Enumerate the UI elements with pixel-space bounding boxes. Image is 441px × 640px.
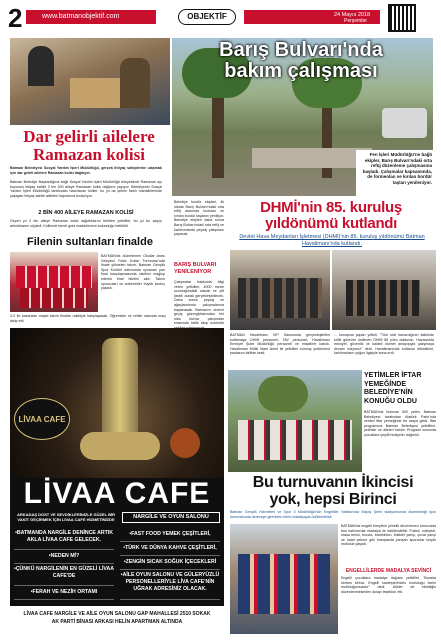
main-headline-line2: bakım çalışması bbox=[224, 60, 378, 82]
yetimler-body: BATMAN'da bulunan 500 yetim, Batman Belediyesi tarafından Atatürk Parkı'nda verilen iftar yemeğinde bir araya geldi. İftar programına Batman Belediyesi yetkilileri, yetimler ve aileleri katıldı. Program sonunda çocuklara çeşitli hediyeler dağıtıldı. bbox=[364, 410, 436, 437]
ad-left-list bbox=[14, 528, 114, 600]
logo-text: OBJEKTİF bbox=[187, 12, 227, 21]
turnuva-line1: Bu turnuvanın İkincisi bbox=[252, 474, 414, 491]
ad-badge: NARGİLE VE OYUN SALONU bbox=[122, 512, 220, 523]
ad-address-bar bbox=[10, 606, 224, 634]
turnuva-photo bbox=[230, 524, 338, 634]
yetimler-line1: YETİMLER İFTAR bbox=[364, 372, 422, 379]
baris-body-b: Çalışmalar hakkında bilgi veren yetkililer, 4000 metre uzunluğundaki olacak ve çift taraflı olarak gerçekleştirilecek. Daha sonra peyzaj ve ağaçlandırma çalışmalarına başlanacak. Batman'ın önemli geçiş güzergâhlarından biri olan bulvar çalışmalar sırasında trafik akışı kontrollü bbox=[174, 280, 224, 326]
website-link[interactable]: www.batmanobjektif.com bbox=[42, 13, 120, 20]
turnuva-body2: Engelli çocuklara madalya dağıtan yetkililer, "Burada herkes birinci. Engelli kardeşlerimizin mutluluğu bizim mutluluğumuzdur" dedi. Aileler de etkinliğin düzenlenmesinden dolayı teşekkür etti. bbox=[341, 576, 436, 594]
dhmi-body-a: BATMAN Havalimanı VIP Salonunda gerçekleştirilen kutlamaya DHMİ personeli, TAV personeli, Havalimanı Emniyet Şube Müdürlüğü personeli ve misafirler katıldı. Havalimanı Mülki İdare Amiri ile yetkililer kuruluş yıldönümü pastasını birlikte kesti. bbox=[230, 333, 330, 356]
yetimler-line2: YEMEĞİNDE bbox=[364, 380, 407, 388]
dar-gelirli-line2: Ramazan kolisi bbox=[33, 145, 145, 164]
filenin-team-photo bbox=[10, 252, 98, 312]
ad-address-2: AK PARTİ BİNASI ARKASI HELİN APARTMAN ALTINDA bbox=[51, 619, 183, 625]
ad-right-item: •FAST FOOD YEMEK ÇEŞİTLERİ, bbox=[120, 528, 220, 542]
yetimler-headline bbox=[364, 372, 438, 406]
ad-right-item: •AİLE OYUN SALONU VE GÜLERYÜZLÜ PERSONELLERİYLE LİVA CAFE'NİN UĞRAK ADRESİNİZ OLACAK. bbox=[120, 570, 220, 600]
ad-left-item: •ÇÜNKÜ NARGİLENİN EN GÜZELİ LİVAA CAFE'DE bbox=[14, 564, 114, 586]
issue-day: Perşembe bbox=[344, 18, 367, 24]
turnuva-subhead: ENGELLİLERDE MADALYA SEVİNCİ bbox=[345, 568, 432, 574]
ad-left-item: •NEDEN Mİ? bbox=[14, 550, 114, 564]
yetimler-line4: KONUĞU OLDU bbox=[364, 397, 417, 405]
dhmi-photo-1 bbox=[230, 250, 330, 330]
ad-address-1: LİVAA CAFE NARGİLE VE AİLE OYUN SALONU GAP MAHALLESİ 2510 SOKAK bbox=[23, 611, 211, 617]
ad-tagline: ARKADAŞ DOST VE SEVDİKLERİNİZLE GÜZEL BİR VAKİT GEÇİRMEK İÇİN LİVAA CAFE HİZMETİNİZDE bbox=[17, 512, 115, 522]
dar-gelirli-headline bbox=[8, 128, 170, 164]
ad-right-item: •TÜRK VE DÜNYA KAHVE ÇEŞİTLERİ, bbox=[120, 542, 220, 556]
ad-logo-text: LİVAA CAFE bbox=[18, 415, 66, 424]
turnuva-headline bbox=[228, 474, 438, 508]
newspaper-logo bbox=[178, 9, 236, 25]
issue-date: 24 Mayıs 2018 bbox=[334, 12, 371, 18]
dar-gelirli-lead: Batman Belediyesi Sosyal Yardım İşleri Müdürlüğü, gerçek ihtiyaç sahiplerine ulaşmak için dar gelirli ailelere Ramazan kolisi dağıtıyor. bbox=[10, 166, 162, 175]
main-photo-caption: Fen İşleri Müdürlüğü'ne bağlı ekipler, Barış Bulvarı'ndaki orta refüj düzenleme çalışmasına başladı. Çalışmalar kapsamında, de formeolan ve kırılan bordür taşları yenileniyor. bbox=[356, 150, 434, 196]
turnuva-body: BATMAN'da engelli bireylere yönelik düzenlenen turnuvada tüm katılımcılar madalya ile ödüllendirildi. Futbol, voleybol, masa tenisi, boccia, badminton, bisiklet yarışı, çuval yarışı ve halat çekme gibi branşlarda yarışan sporcular büyük mutluluk yaşadı. bbox=[341, 524, 436, 547]
dhmi-body-b: ... konuşma yapan yetkili, "Türk sivil havacılığının kalbinde kritik görevler üstlenen DHMİ 85 yılını doldurdu. Havacılıkta emniyet, güvenlik ve kaliteli hizmet anlayışıyla çalışmaya devam ediyoruz" dedi. Havalimanında kutlama etkinlikleri, katılımcıların yoğun ilgisiyle sona erdi. bbox=[334, 333, 434, 356]
dar-gelirli-body2: Geçen yıl 2 bin aileye Ramazan kolisi dağıttıklarını belirten yetkililer, bu yıl bu sayıyı artırdıklarını söyledi. Kolilerde temel gıda maddelerinin bulunduğu belirtildi. bbox=[10, 219, 162, 228]
yetimler-line3: BELEDİYE'NİN bbox=[364, 389, 413, 396]
qr-code-icon bbox=[388, 4, 416, 32]
dar-gelirli-subhead: 2 BİN 400 AİLEYE RAMAZAN KOLİSİ bbox=[38, 210, 134, 216]
ad-left-item: •FERAH VE NEZİH ORTAMI bbox=[14, 586, 114, 600]
ad-right-item: •ZENGİN SICAK SOĞUK İÇECEKLERİ bbox=[120, 556, 220, 570]
filenin-body: BATMAN'da düzenlenen Okullar Arası Voleybol Yıldız Kızlar Turnuvası'nda finale yükselen takım, Batman Gençlik Spor Kulübü salonunda oynanan yarı final karşılaşmasında rakibini mağlup ederek final biletini aldı. Takım oyuncuları ve antrenörler büyük sevinç yaşadı. bbox=[101, 254, 165, 291]
baris-body-a: Belediye bordür ekipleri, ilk olarak Barış Bulvarı'ndaki orta refüj alanında bozulan ve kırılan bordür taşlarını yeniliyor. Belediye ekipleri daha sonra Barış Bulvarı'ndaki orta refüj ve kaldırımlarda peyzaj çalışması yapacak. bbox=[174, 200, 224, 237]
dhmi-line2: yıldönümü kutlandı bbox=[264, 215, 398, 232]
ad-logo-badge bbox=[14, 398, 70, 440]
filenin-body2: 3-0 ile kazanılan maçta takım finalde rakibiyle karşılaşacak. Öğrenciler ve veliler salonda maçı takip etti. bbox=[10, 314, 166, 323]
dhmi-line1: DHMİ'nin 85. kuruluş bbox=[260, 199, 402, 216]
livaa-cafe-ad[interactable] bbox=[10, 328, 224, 634]
ad-right-list bbox=[120, 528, 220, 600]
baris-subhead: BARIŞ BULVARI YENİLENİYOR bbox=[174, 262, 217, 275]
page-number: 2 bbox=[8, 3, 23, 33]
yetimler-iftar-photo bbox=[228, 370, 362, 472]
turnuva-lead: Batman Gençlik Hizmetleri ve Spor İl Müdürlüğü'nün Engelliler Haftası'nda Mapış Şehir stadyumunda düzenlediği spor turnuvasında dereceye girenlerin tümü madalyayla ödüllendirildi. bbox=[230, 510, 436, 519]
dar-gelirli-line1: Dar gelirli ailelere bbox=[23, 127, 155, 146]
dhmi-photo-2 bbox=[332, 250, 436, 330]
main-headline bbox=[176, 40, 426, 82]
filenin-headline: Filenin sultanları finalde bbox=[27, 236, 153, 248]
main-headline-line1: Barış Bulvarı'nda bbox=[219, 39, 383, 61]
ad-brand: LİVAA CAFE bbox=[23, 477, 211, 510]
page-header bbox=[0, 0, 441, 38]
ramazan-kolisi-photo bbox=[10, 38, 170, 125]
dar-gelirli-body: Batman Belediye Başkanlığına bağlı Sosyal Yardım İşleri Müdürlüğü bünyesinde Ramazan ayı boyunca ihtiyaç sahibi 2 bin 400 aileye Ramazan kolisi dağıtımı yapıyor. Belediyenin Sosyal Yardım İşleri Müdürlüğü tarafından hazırlanan koliler, bu yıl da şehrin farklı mahallelerinde yaşayan ihtiyaç sahibi ailelerin kapılarına bırakılıyor. bbox=[10, 180, 162, 198]
ad-left-item: •BATMANDA NARGİLE DENİNCE ARTIK AKLA LİVAA CAFE GELECEK. bbox=[14, 528, 114, 550]
turnuva-line2: yok, hepsi Birinci bbox=[269, 491, 397, 508]
dhmi-headline bbox=[226, 200, 436, 232]
dhmi-lead: Devlet Hava Meydanları İşletmesi (DHMİ)'nin 85. kuruluş yıldönümü Batman Havalimanı'nda kutlandı. bbox=[239, 234, 425, 247]
